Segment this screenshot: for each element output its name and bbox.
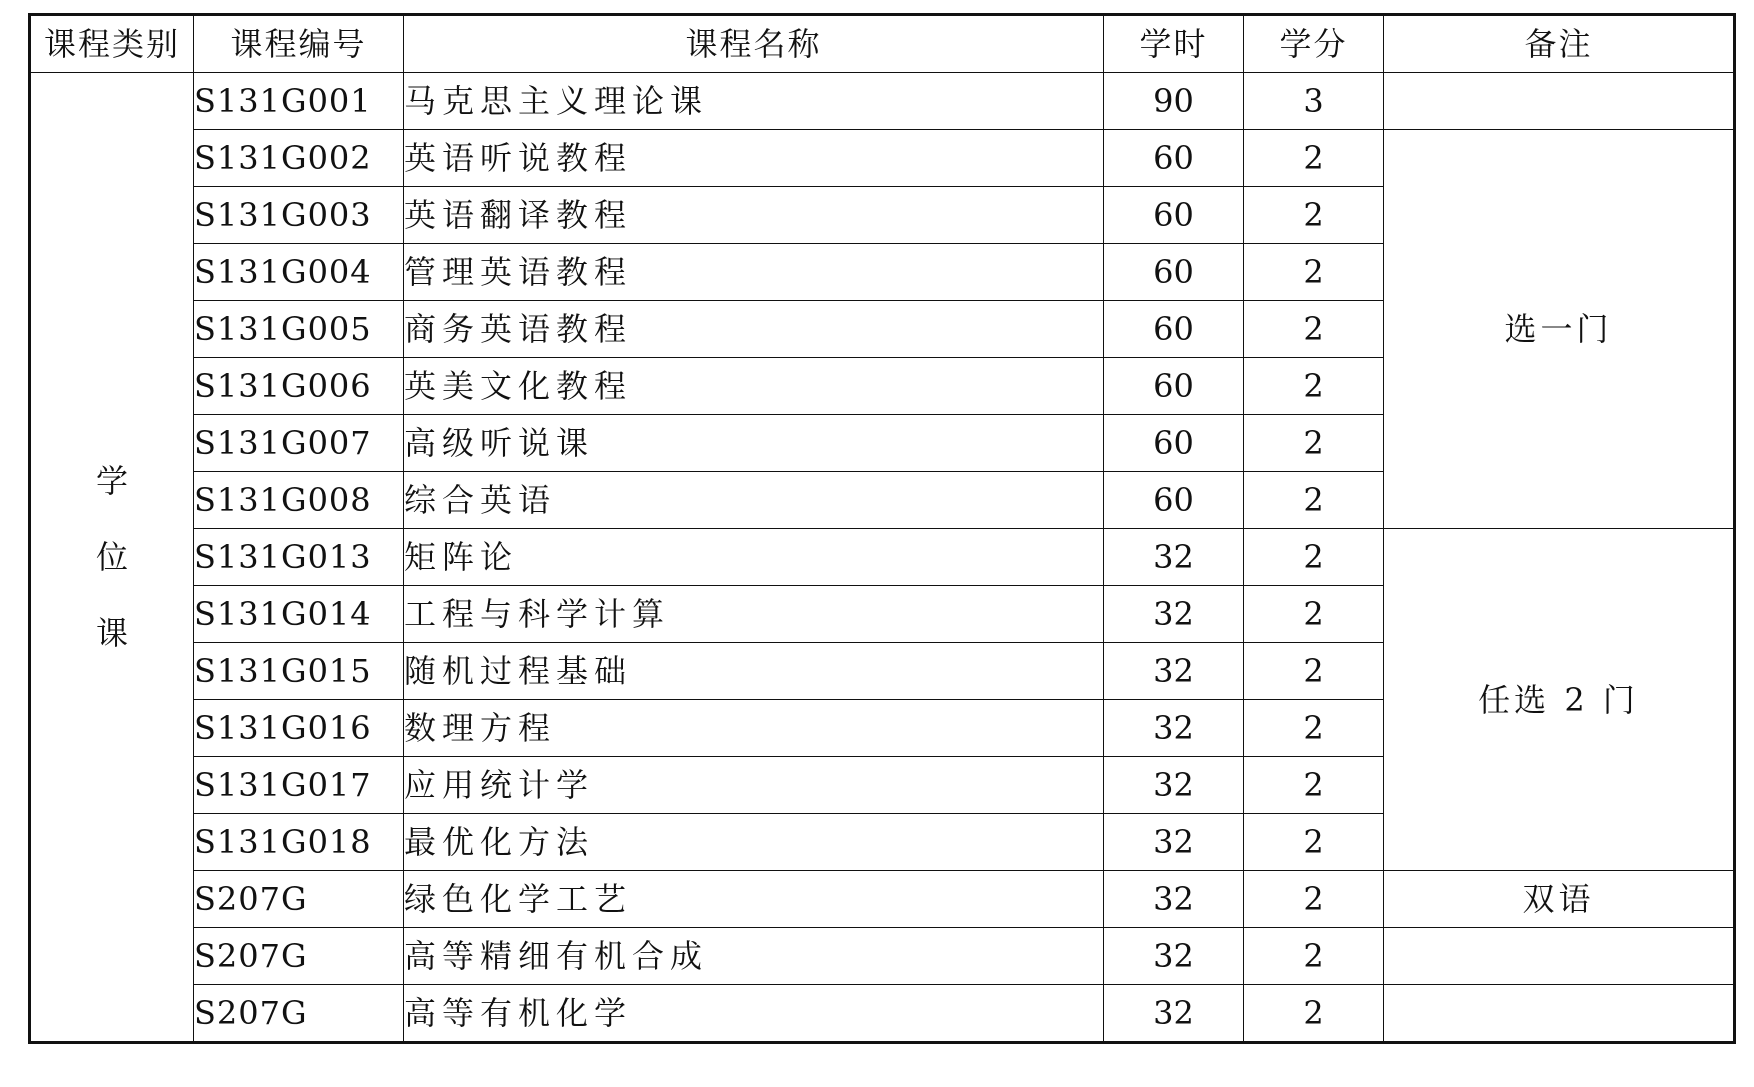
header-code: 课程编号 (194, 15, 404, 73)
course-name: 马克思主义理论课 (404, 73, 1104, 130)
course-code: S131G001 (194, 73, 404, 130)
course-hours: 60 (1104, 415, 1244, 472)
category-char: 位 (95, 538, 128, 576)
course-hours: 32 (1104, 928, 1244, 985)
course-credits: 2 (1244, 757, 1384, 814)
header-name: 课程名称 (404, 15, 1104, 73)
course-hours: 60 (1104, 187, 1244, 244)
course-code: S131G007 (194, 415, 404, 472)
course-hours: 32 (1104, 757, 1244, 814)
course-credits: 2 (1244, 301, 1384, 358)
course-code: S207G (194, 985, 404, 1043)
course-name: 高等有机化学 (404, 985, 1104, 1043)
course-hours: 32 (1104, 700, 1244, 757)
course-code: S131G004 (194, 244, 404, 301)
course-code: S131G003 (194, 187, 404, 244)
course-credits: 2 (1244, 928, 1384, 985)
course-code: S131G013 (194, 529, 404, 586)
course-table (28, 13, 1736, 1044)
course-credits: 3 (1244, 73, 1384, 130)
course-name: 绿色化学工艺 (404, 871, 1104, 928)
note-bilingual: 双语 (1384, 871, 1735, 928)
course-code: S131G005 (194, 301, 404, 358)
course-credits: 2 (1244, 643, 1384, 700)
course-name: 应用统计学 (404, 757, 1104, 814)
category-cell (30, 73, 194, 1043)
category-char: 课 (95, 614, 128, 652)
course-name: 英美文化教程 (404, 358, 1104, 415)
table-row (30, 928, 1735, 985)
course-credits: 2 (1244, 586, 1384, 643)
table-row (30, 73, 1735, 130)
table-row (30, 529, 1735, 586)
course-name: 综合英语 (404, 472, 1104, 529)
course-name: 工程与科学计算 (404, 586, 1104, 643)
course-name: 高等精细有机合成 (404, 928, 1104, 985)
course-code: S131G006 (194, 358, 404, 415)
course-name: 高级听说课 (404, 415, 1104, 472)
course-name: 最优化方法 (404, 814, 1104, 871)
course-credits: 2 (1244, 187, 1384, 244)
course-code: S207G (194, 871, 404, 928)
course-code: S207G (194, 928, 404, 985)
course-credits: 2 (1244, 529, 1384, 586)
course-name: 随机过程基础 (404, 643, 1104, 700)
course-credits: 2 (1244, 472, 1384, 529)
table-row (30, 871, 1735, 928)
course-note-empty (1384, 73, 1735, 130)
course-hours: 60 (1104, 130, 1244, 187)
table-row (30, 130, 1735, 187)
course-credits: 2 (1244, 415, 1384, 472)
course-hours: 60 (1104, 472, 1244, 529)
course-credits: 2 (1244, 985, 1384, 1043)
course-hours: 90 (1104, 73, 1244, 130)
header-notes: 备注 (1384, 15, 1735, 73)
course-note-empty (1384, 985, 1735, 1043)
note-math-group: 任选 2 门 (1384, 529, 1735, 871)
course-code: S131G016 (194, 700, 404, 757)
course-code: S131G002 (194, 130, 404, 187)
course-name: 商务英语教程 (404, 301, 1104, 358)
course-code: S131G017 (194, 757, 404, 814)
note-english-group: 选一门 (1384, 130, 1735, 529)
course-credits: 2 (1244, 130, 1384, 187)
course-credits: 2 (1244, 358, 1384, 415)
course-code: S131G014 (194, 586, 404, 643)
course-name: 英语翻译教程 (404, 187, 1104, 244)
course-hours: 32 (1104, 871, 1244, 928)
course-name: 矩阵论 (404, 529, 1104, 586)
course-code: S131G018 (194, 814, 404, 871)
course-credits: 2 (1244, 700, 1384, 757)
header-category: 课程类别 (30, 15, 194, 73)
course-hours: 60 (1104, 358, 1244, 415)
category-char: 学 (95, 462, 128, 500)
course-code: S131G015 (194, 643, 404, 700)
header-credits: 学分 (1244, 15, 1384, 73)
course-hours: 32 (1104, 985, 1244, 1043)
course-hours: 32 (1104, 643, 1244, 700)
course-hours: 60 (1104, 301, 1244, 358)
course-credits: 2 (1244, 871, 1384, 928)
course-name: 英语听说教程 (404, 130, 1104, 187)
course-code: S131G008 (194, 472, 404, 529)
course-hours: 32 (1104, 529, 1244, 586)
course-credits: 2 (1244, 814, 1384, 871)
course-name: 管理英语教程 (404, 244, 1104, 301)
table-header-row (30, 15, 1735, 73)
course-hours: 32 (1104, 586, 1244, 643)
course-name: 数理方程 (404, 700, 1104, 757)
course-hours: 32 (1104, 814, 1244, 871)
course-note-empty (1384, 928, 1735, 985)
header-hours: 学时 (1104, 15, 1244, 73)
course-hours: 60 (1104, 244, 1244, 301)
table-row (30, 985, 1735, 1043)
course-credits: 2 (1244, 244, 1384, 301)
